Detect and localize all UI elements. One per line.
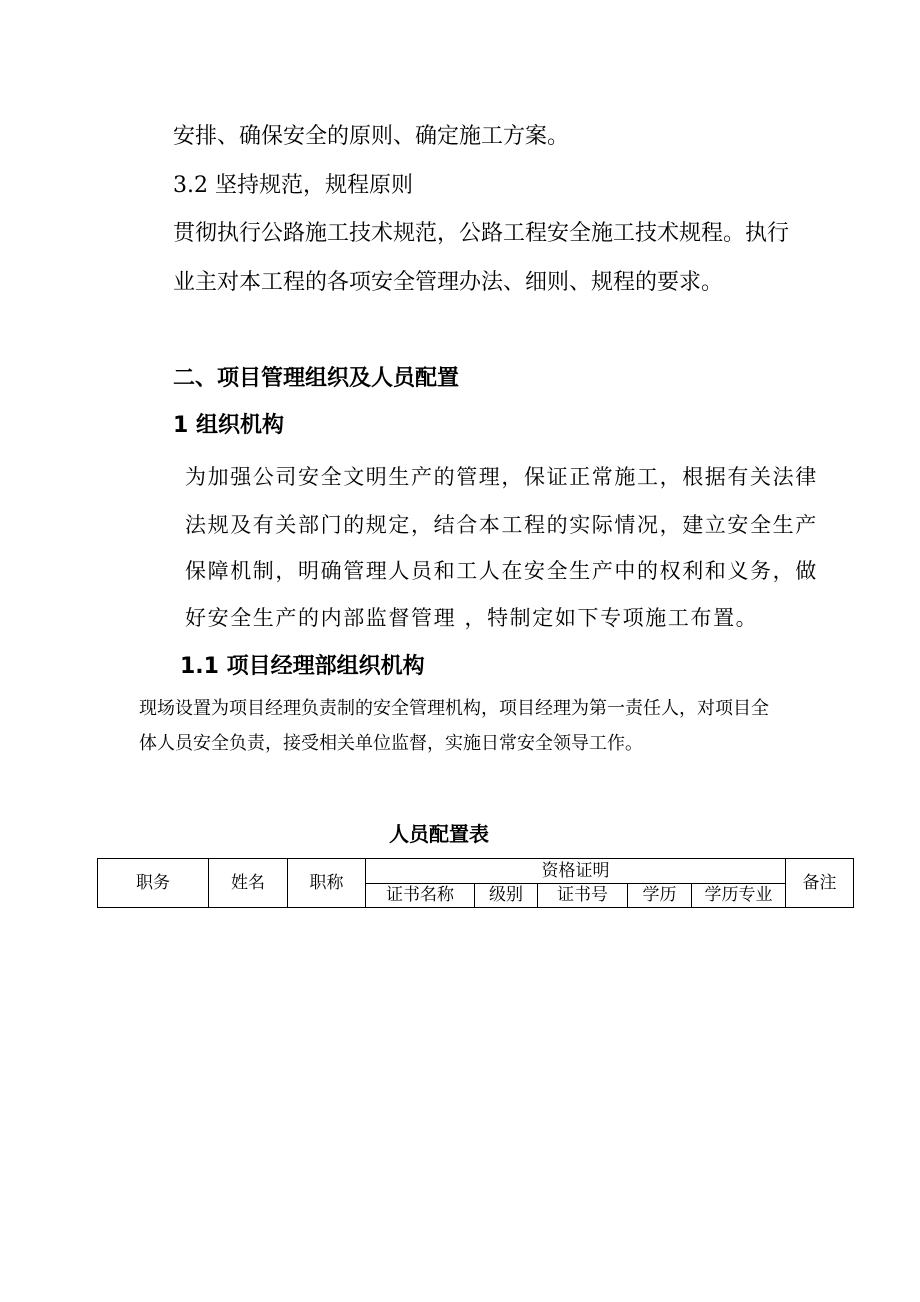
header-remarks: 备注: [786, 859, 854, 908]
subheader-cert-no: 证书号: [538, 884, 628, 908]
section-heading: 二、项目管理组织及人员配置: [173, 366, 460, 391]
paragraph-line: 现场设置为项目经理负责制的安全管理机构，项目经理为第一责任人，对项目全: [139, 698, 769, 719]
paragraph-line: 好安全生产的内部监督管理 ，特制定如下专项施工布置。: [185, 606, 759, 630]
subsection-heading: 1 组织机构: [173, 413, 284, 438]
subheader-level: 级别: [475, 884, 538, 908]
paragraph-line: 法规及有关部门的规定，结合本工程的实际情况，建立安全生产: [185, 513, 818, 537]
subheader-major: 学历专业: [692, 884, 786, 908]
header-position: 职务: [98, 859, 209, 908]
paragraph-line: 业主对本工程的各项安全管理办法、细则、规程的要求。: [173, 270, 724, 295]
paragraph-line: 安排、确保安全的原则、确定施工方案。: [173, 124, 570, 149]
paragraph-line: 体人员安全负责，接受相关单位监督，实施日常安全领导工作。: [139, 733, 643, 754]
subheader-education: 学历: [628, 884, 692, 908]
subheading-3-2: 3.2 坚持规范，规程原则: [173, 173, 413, 198]
staff-table: [97, 858, 854, 908]
header-title: 职称: [288, 859, 366, 908]
header-qualification: 资格证明: [366, 859, 786, 884]
subheader-cert-name: 证书名称: [366, 884, 475, 908]
header-name: 姓名: [209, 859, 288, 908]
table-title: 人员配置表: [389, 822, 489, 846]
paragraph-line: 保障机制，明确管理人员和工人在安全生产中的权利和义务，做: [185, 559, 818, 583]
subsection-heading: 1.1 项目经理部组织机构: [180, 654, 425, 679]
paragraph-line: 为加强公司安全文明生产的管理，保证正常施工，根据有关法律: [185, 465, 818, 489]
paragraph-line: 贯彻执行公路施工技术规范，公路工程安全施工技术规程。执行: [173, 221, 790, 246]
